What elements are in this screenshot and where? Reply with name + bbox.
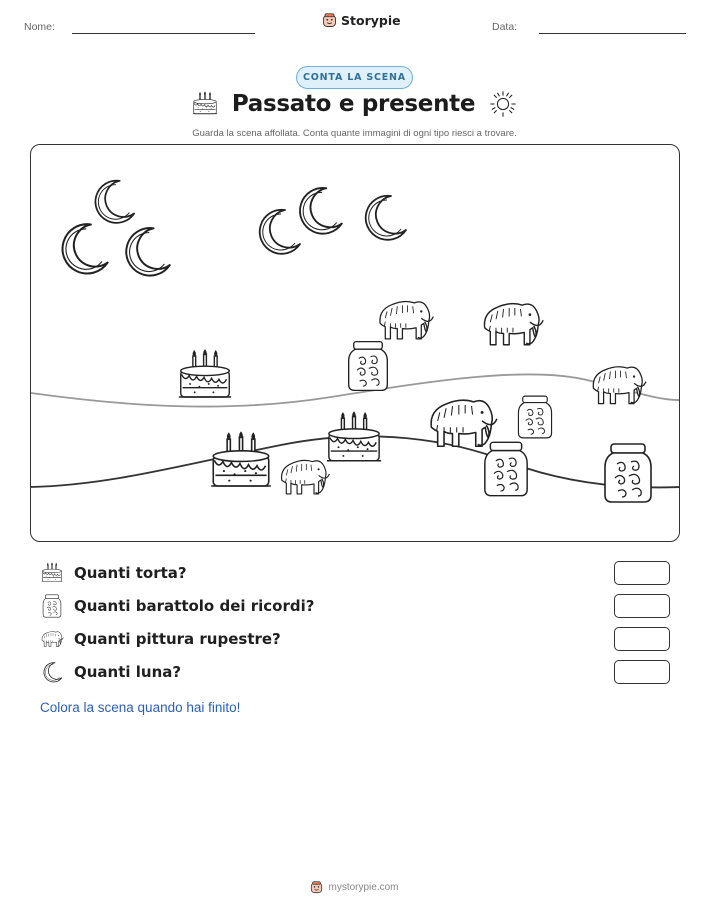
mammoth-icon: [587, 363, 649, 407]
storypie-logo-icon: [322, 13, 337, 28]
question-text: Quanti barattolo dei ricordi?: [74, 597, 315, 615]
sun-icon: [489, 90, 517, 118]
answer-box-mammoth[interactable]: [614, 627, 670, 651]
mammoth-icon: [479, 299, 545, 349]
memory-jar-icon: [603, 437, 653, 509]
memory-jar-icon: [40, 594, 64, 618]
question-row-moon: [40, 660, 670, 684]
moon-icon: [293, 181, 345, 239]
mammoth-icon: [425, 395, 499, 451]
brand-logo: [322, 13, 401, 28]
cake-icon: [192, 91, 218, 117]
brand-name: Storypie: [341, 13, 401, 28]
storypie-logo-icon: [310, 881, 323, 894]
question-row-cake: [40, 561, 670, 585]
answer-box-jar[interactable]: [614, 594, 670, 618]
title-row: [0, 90, 709, 118]
moon-icon: [55, 217, 111, 279]
mammoth-icon: [375, 297, 435, 343]
scene-frame: [30, 144, 680, 542]
memory-jar-icon: [347, 335, 389, 397]
coloring-note: Colora la scena quando hai finito!: [40, 700, 241, 715]
site-url[interactable]: mystorypie.com: [328, 882, 399, 893]
name-label: Nome:: [24, 21, 55, 33]
answer-box-moon[interactable]: [614, 660, 670, 684]
name-line[interactable]: [72, 33, 255, 34]
question-row-mammoth: [40, 627, 670, 651]
question-text: Quanti luna?: [74, 663, 182, 681]
question-text: Quanti pittura rupestre?: [74, 630, 281, 648]
cake-icon: [209, 431, 273, 493]
site-footer: [0, 881, 709, 894]
moon-icon: [40, 660, 64, 684]
mammoth-icon: [40, 627, 64, 651]
moon-icon: [359, 189, 409, 245]
cake-icon: [40, 561, 64, 585]
mammoth-icon: [277, 457, 331, 497]
page-instructions: Guarda la scena affollata. Conta quante immagini di ogni tipo riesci a trovare.: [192, 128, 517, 139]
activity-badge-text: CONTA LA SCENA: [303, 72, 406, 83]
cake-icon: [325, 410, 383, 468]
date-label: Data:: [492, 21, 518, 33]
question-row-jar: [40, 594, 670, 618]
activity-badge: [296, 66, 413, 89]
page-title: Passato e presente: [231, 91, 476, 117]
question-text: Quanti torta?: [74, 564, 187, 582]
moon-icon: [119, 221, 173, 281]
cake-icon: [177, 349, 233, 403]
answer-box-cake[interactable]: [614, 561, 670, 585]
date-line[interactable]: [539, 33, 686, 34]
